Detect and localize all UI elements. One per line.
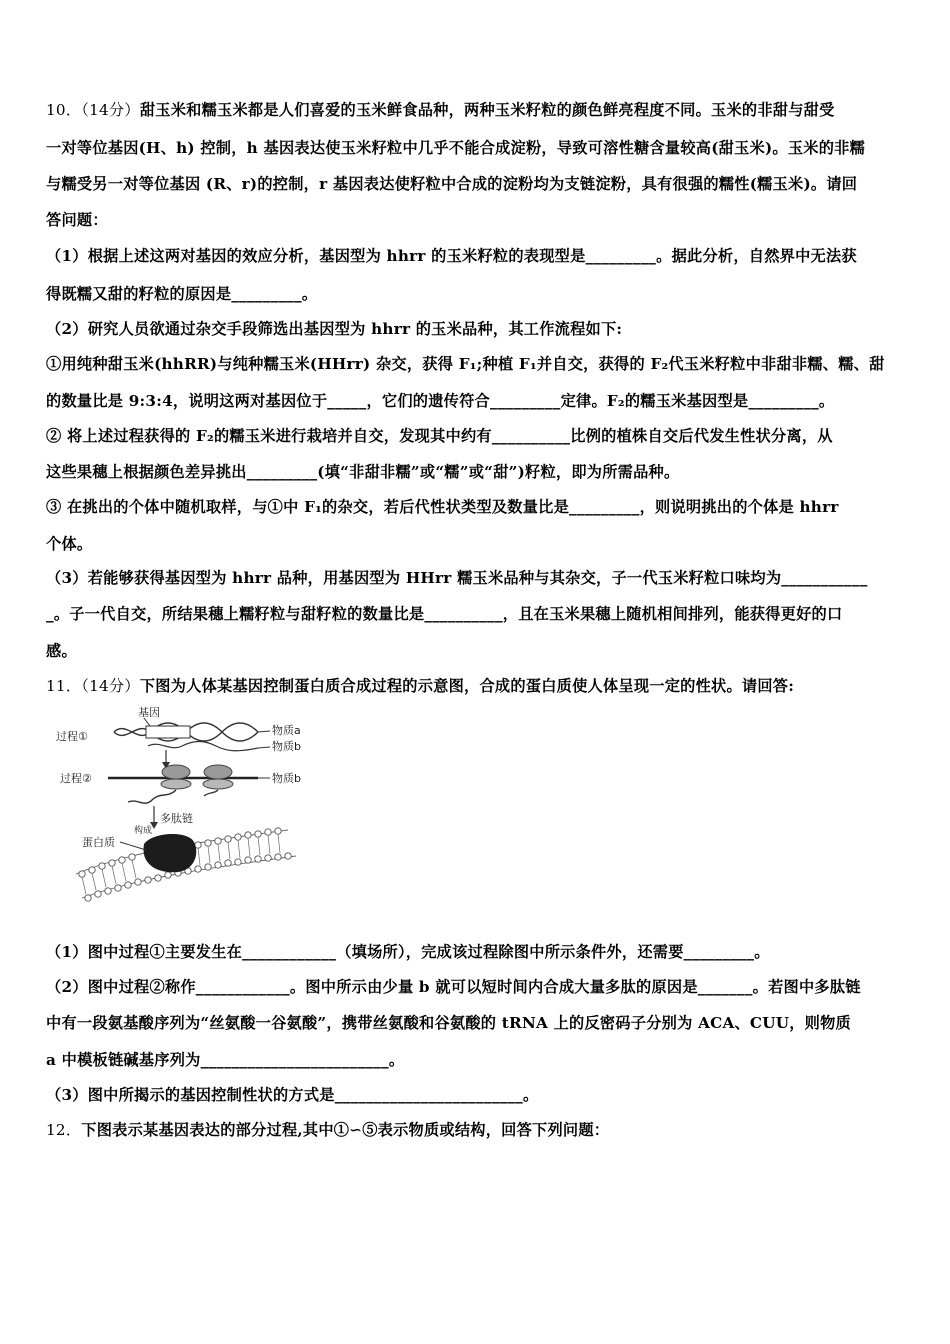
figure-label-substance-b: 物质b: [272, 740, 301, 753]
mrna-transcript: [148, 742, 258, 751]
figure-label-constitute: 构成: [134, 826, 153, 836]
ribosome-1: [161, 765, 191, 789]
q11-sub2-line-2: 中有一段氨基酸序列为“丝氨酸一谷氨酸”，携带丝氨酸和谷氨酸的 tRNA 上的反密码子分别为 ACA、CUU，则物质: [46, 1014, 851, 1032]
q11-sub3: （3）图中所揭示的基因控制性状的方式是________________________。: [46, 1086, 539, 1104]
q10-sub2-heading: （2）研究人员欲通过杂交手段筛选出基因型为 hhrr 的玉米品种，其工作流程如下:: [46, 320, 623, 338]
q10-number: 10．（14分）: [46, 101, 140, 119]
figure-label-gene: 基因: [138, 706, 160, 719]
figure-label-polypeptide: 多肽链: [160, 812, 193, 825]
q10-step2-line-1: ② 将上述过程获得的 F₂的糯玉米进行栽培并自交，发现其中约有__________比例的植株自交后代发生性状分离，从: [46, 427, 833, 445]
q10-step3-line-2: 个体。: [46, 535, 93, 553]
q10-sub3-line-1: （3）若能够获得基因型为 hhrr 品种，用基因型为 HHrr 糯玉米品种与其杂交，子一代玉米籽粒口味均为___________: [46, 569, 868, 587]
q10-line-4: 答问题：: [46, 211, 108, 229]
q11-line-1: [46, 676, 794, 696]
q10-sub3-line-2: _。子一代自交，所结果穗上糯籽粒与甜籽粒的数量比是__________，且在玉米果穗上随机相间排列，能获得更好的口: [46, 605, 843, 623]
q10-step1-line-1: ①用纯种甜玉米(hhRR)与纯种糯玉米(HHrr) 杂交，获得 F₁;种植 F₁并自交，获得的 F₂代玉米籽粒中非甜非糯、糯、甜: [46, 355, 885, 373]
polypeptide-chain-1: [128, 790, 176, 803]
figure-label-substance-b2: 物质b: [272, 772, 301, 785]
gene-segment-box: [146, 726, 190, 738]
figure-label-process2: 过程②: [60, 772, 92, 785]
figure-label-protein: 蛋白质: [82, 836, 115, 849]
q10-step2-line-2: 这些果穗上根据颜色差异挑出_________(填“非甜非糯”或“糯”或“甜”)籽粒，即为所需品种。: [46, 463, 680, 481]
q11-sub2-line-3: a 中模板链碱基序列为________________________。: [46, 1051, 405, 1069]
q11-sub1: （1）图中过程①主要发生在____________（填场所），完成该过程除图中所示条件外，还需要_________。: [46, 943, 770, 961]
q10-line-3: 与糯受另一对等位基因 (R、r)的控制，r 基因表达使籽粒中合成的淀粉均为支链淀粉，具有很强的糯性(糯玉米)。请回: [46, 175, 858, 193]
q10-sub3-line-3: 感。: [46, 642, 77, 660]
membrane-protein: [143, 834, 196, 872]
ribosome-2: [203, 765, 233, 789]
q10-sub1-line-2: 得既糯又甜的籽粒的原因是_________。: [46, 285, 318, 303]
q10-sub1-line-1: （1）根据上述这两对基因的效应分析，基因型为 hhrr 的玉米籽粒的表现型是_________。据此分析，自然界中无法获: [46, 247, 857, 265]
q10-step1-line-2: 的数量比是 9:3:4，说明这两对基因位于_____，它们的遗传符合_________定律。F₂的糯玉米基因型是_________。: [46, 392, 835, 410]
q10-line-1: [46, 100, 835, 120]
polypeptide-chain-2: [204, 790, 218, 796]
figure-label-process1: 过程①: [56, 730, 88, 743]
q12-text: 下图表示某基因表达的部分过程,其中①∽⑤表示物质或结构，回答下列问题：: [81, 1121, 610, 1139]
q10-text: 甜玉米和糯玉米都是人们喜爱的玉米鲜食品种，两种玉米籽粒的颜色鲜亮程度不同。玉米的非甜与甜受: [139, 101, 835, 119]
q12-number: 12．: [46, 1121, 82, 1139]
gene-expression-figure: [48, 702, 320, 910]
q11-sub2-line-1: （2）图中过程②称作____________。图中所示由少量 b 就可以短时间内合成大量多肽的原因是_______。若图中多肽链: [46, 978, 861, 996]
q10-step3-line-1: ③ 在挑出的个体中随机取样，与①中 F₁的杂交，若后代性状类型及数量比是_________，则说明挑出的个体是 hhrr: [46, 498, 839, 516]
q11-number: 11．（14分）: [46, 677, 140, 695]
figure-label-substance-a: 物质a: [272, 724, 301, 737]
q11-intro: 下图为人体某基因控制蛋白质合成过程的示意图，合成的蛋白质使人体呈现一定的性状。请回答:: [139, 677, 795, 695]
q10-line-2: 一对等位基因(H、h) 控制，h 基因表达使玉米籽粒中几乎不能合成淀粉，导致可溶性糖含量较高(甜玉米)。玉米的非糯: [46, 139, 866, 157]
q12-line-1: [46, 1120, 609, 1140]
